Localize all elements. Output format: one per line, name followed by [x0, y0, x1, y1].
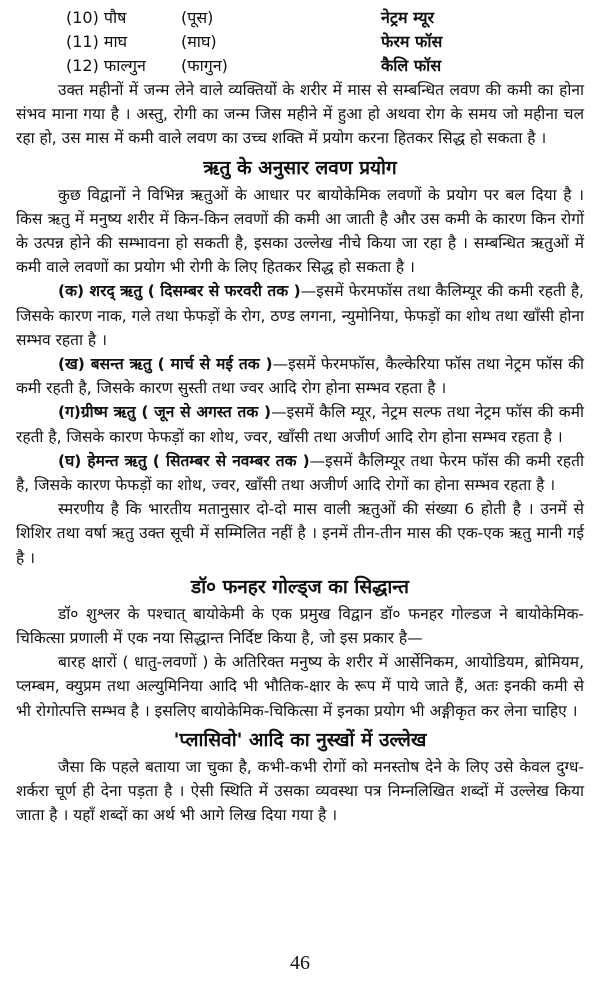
month-salt: फेरम फॉस — [381, 32, 443, 51]
month-alt-name: (माघ) — [181, 32, 217, 51]
season-heading: (ग)ग्रीष्म ऋतु ( जून से अगस्त तक ) — [58, 403, 272, 422]
month-alt-name: (फागुन) — [181, 56, 228, 75]
season-heading: (ख) बसन्त ऋतु ( मार्च से मई तक ) — [58, 355, 273, 374]
table-row — [66, 54, 566, 78]
season-heading: (क) शरद् ऋतु ( दिसम्बर से फरवरी तक ) — [58, 282, 301, 301]
table-row — [66, 6, 566, 30]
season-intro-paragraph: कुछ विद्वानों ने विभिन्न ऋतुओं के आधार पर बायोकेमिक लवणों के प्रयोग पर बल दिया है । किस ऋतु में मनुष्य शरीर में किन-किन लवणों की कमी आ जाती है और उस कमी के कारण किन रोगों के उत्पन्न होने की सम्भावना हो सकती है, इसका उल्लेख नीचे किया जा रहा है । सम्बन्धित ऋतुओं में कमी वाले लवणों का प्रयोग भी रोगी के लिए हितकर सिद्ध हो सकता है । — [16, 185, 584, 277]
month-salt: कैलि फॉस — [381, 56, 442, 75]
goldz-paragraph-2: बारह क्षारों ( धातु-लवणों ) के अतिरिक्त मनुष्य के शरीर में आर्सेनिकम, आयोडियम, ब्रोमियम, प्लम्बम, क्युप्रम तथा अल्युमिनिया आदि भी भौतिक-क्षार के रूप में पाये जाते हैं, अतः इनकी कमी से भी रोगोत्पत्ति सम्भव है । इसलिए बायोकेमिक-चिकित्सा में इनका प्रयोग भी अङ्गीकृत कर लेना चाहिए । — [16, 653, 584, 720]
month-salt: नेट्रम म्यूर — [381, 8, 435, 27]
intro-paragraph: उक्त महीनों में जन्म लेने वाले व्यक्तियों के शरीर में मास से सम्बन्धित लवण की कमी का होना संभव माना गया है । अस्तु, रोगी का जन्म जिस महीने में हुआ हो अथवा रोग के समय जो महीना चल रहा हो, उस मास में कमी वाले लवण का उच्च शक्ति में प्रयोग करना हितकर सिद्ध हो सकता है । — [16, 81, 584, 148]
section-heading-placebo: 'प्लासिवो' आदि का नुस्खों में उल्लेख — [173, 728, 427, 751]
month-salt-table — [66, 6, 566, 78]
month-label: (12) फाल्गुन — [66, 56, 146, 75]
season-paragraph-sharad — [16, 279, 584, 352]
season-text: —इसमें कैलि म्यूर, नेट्रम सल्फ तथा नेट्रम फॉस की कमी रहती है, जिसके कारण फेफड़ों का शोथ, ज्वर, खाँसी तथा अजीर्ण आदि रोग होना सम्भव रहता है । — [16, 403, 584, 446]
season-text: —इसमें फेरमफॉस, कैल्केरिया फॉस तथा नेट्रम फॉस की कमी रहती है, जिसके कारण सुस्ती तथा ज्वर आदि रोग होना सम्भव रहता है । — [16, 355, 584, 398]
goldz-paragraph-1: डॉ० शुश्लर के पश्चात् बायोकेमी के एक प्रमुख विद्वान डॉ० फनहर गोल्डज ने बायोकेमिक-चिकित्सा प्रणाली में एक नया सिद्धान्त निर्दिष्ट किया है, जो इस प्रकार है— — [16, 604, 584, 648]
section-heading-season-salts: ऋतु के अनुसार लवण प्रयोग — [203, 156, 397, 179]
season-paragraph-grishma — [16, 400, 584, 448]
table-row — [66, 30, 566, 54]
season-text: —इसमें कैलिम्यूर तथा फेरम फॉस की कमी रहती है, जिसके कारण फेफड़ों का शोथ, ज्वर, खाँसी तथा अजीर्ण आदि रोगों का होना सम्भव रहता है । — [16, 451, 584, 495]
month-label: (11) माघ — [66, 32, 128, 51]
placebo-paragraph: जैसा कि पहले बताया जा चुका है, कभी-कभी रोगों को मनस्तोष देने के लिए उसे केवल दुग्ध-शर्करा चूर्ण ही देना पड़ता है । ऐसी स्थिति में उसका व्यवस्था पत्र निम्नलिखित शब्दों में उल्लेख किया जाता है । यहाँ शब्दों का अर्थ भी आगे लिख दिया गया है । — [16, 757, 584, 825]
season-note-paragraph: स्मरणीय है कि भारतीय मतानुसार दो-दो मास वाली ऋतुओं की संख्या 6 होती है । उनमें से शिशिर तथा वर्षा ऋतु उक्त सूची में सम्मिलित नहीं है । इनमें तीन-तीन मास की एक-एक ऋतु मानी गई है । — [16, 500, 584, 567]
month-alt-name: (पूस) — [181, 8, 214, 27]
season-text: —इसमें फेरमफॉस तथा कैलिम्यूर की कमी रहती है, जिसके कारण नाक, गले तथा फेफड़ों के रोग, ठण्ड लगना, न्युमोनिया, फेफड़ों का शोथ तथा खाँसी होना सम्भव रहता है । — [16, 282, 584, 349]
page-number: 46 — [290, 952, 310, 974]
season-heading: (घ) हेमन्त ऋतु ( सितम्बर से नवम्बर तक ) — [58, 451, 310, 470]
month-label: (10) पौष — [66, 8, 127, 27]
section-heading-goldz-theory: डॉ० फनहर गोल्ड्ज का सिद्धान्त — [191, 575, 409, 598]
season-paragraph-basant — [16, 352, 584, 400]
season-paragraph-hemant — [16, 449, 584, 497]
